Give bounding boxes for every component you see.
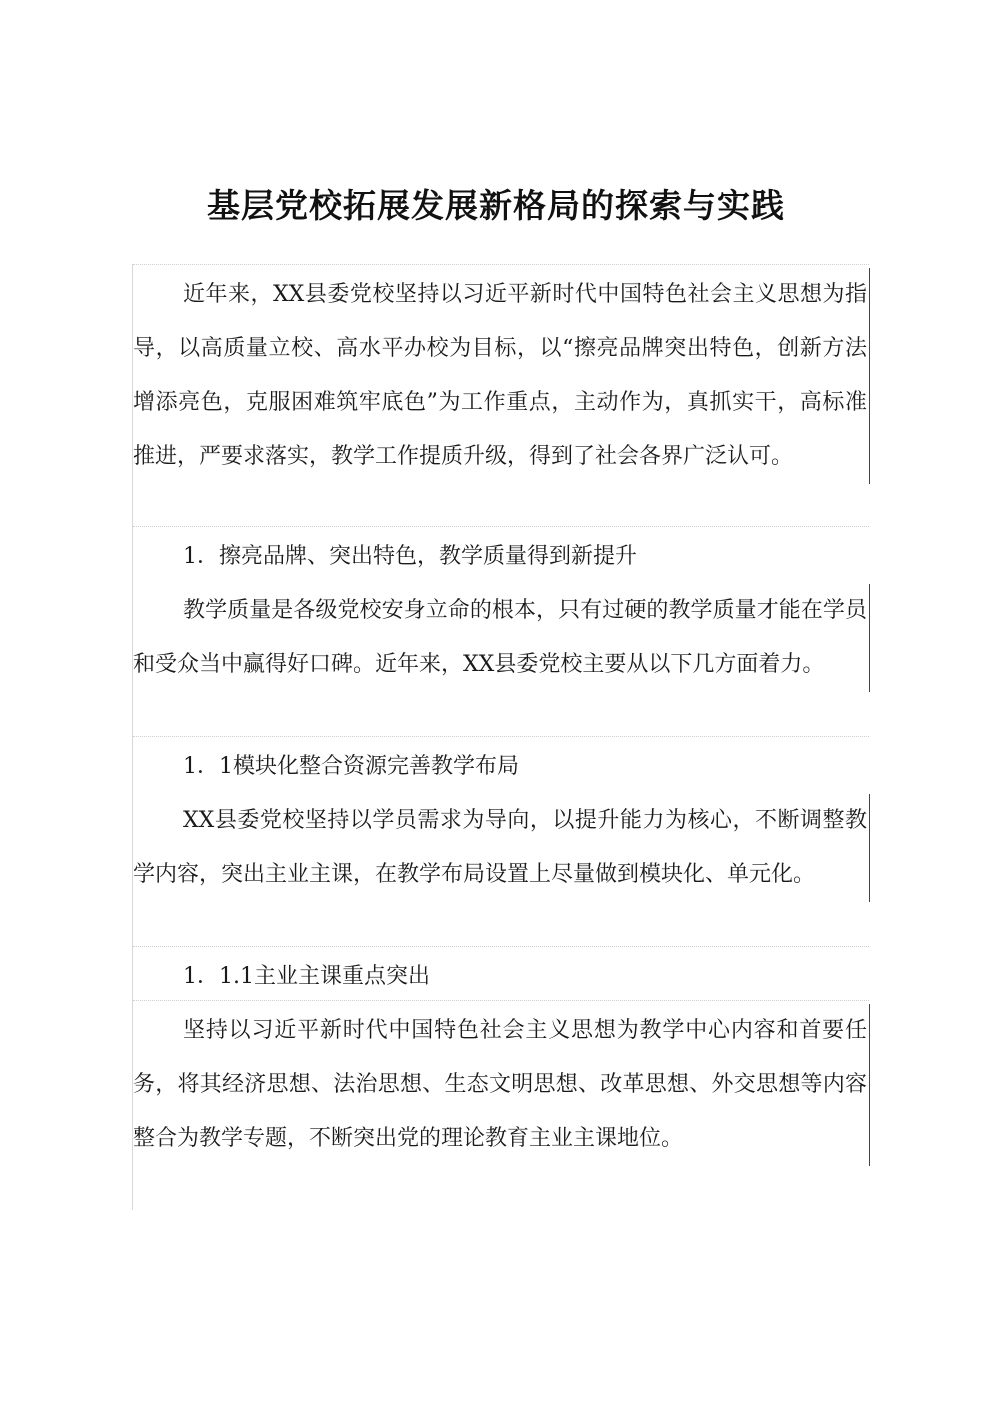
- document-body: [132, 264, 869, 1210]
- section-1-paragraph: 教学质量是各级党校安身立命的根本，只有过硬的教学质量才能在学员和受众当中赢得好口碑。近年来，XX县委党校主要从以下几方面着力。: [133, 584, 870, 692]
- section-divider: [133, 736, 869, 737]
- section-divider: [133, 946, 869, 947]
- section-1-1-1-paragraph: 坚持以习近平新时代中国特色社会主义思想为教学中心内容和首要任务，将其经济思想、法治思想、生态文明思想、改革思想、外交思想等内容整合为教学专题，不断突出党的理论教育主业主课地位。: [133, 1004, 870, 1166]
- section-1-1-paragraph: XX县委党校坚持以学员需求为导向，以提升能力为核心，不断调整教学内容，突出主业主课，在教学布局设置上尽量做到模块化、单元化。: [133, 794, 870, 902]
- section-heading-1-1: 1．1模块化整合资源完善教学布局: [183, 754, 519, 779]
- section-heading-1: 1．擦亮品牌、突出特色，教学质量得到新提升: [183, 544, 637, 569]
- section-divider: [133, 264, 869, 265]
- section-divider: [133, 526, 869, 527]
- section-divider: [133, 1000, 869, 1001]
- section-heading-1-1-1: 1．1.1主业主课重点突出: [183, 964, 430, 989]
- page-title: 基层党校拓展发展新格局的探索与实践: [207, 186, 785, 225]
- intro-paragraph: 近年来，XX县委党校坚持以习近平新时代中国特色社会主义思想为指导，以高质量立校、高水平办校为目标，以“擦亮品牌突出特色，创新方法增添亮色，克服困难筑牢底色”为工作重点，主动作为，真抓实干，高标准推进，严要求落实，教学工作提质升级，得到了社会各界广泛认可。: [133, 268, 870, 484]
